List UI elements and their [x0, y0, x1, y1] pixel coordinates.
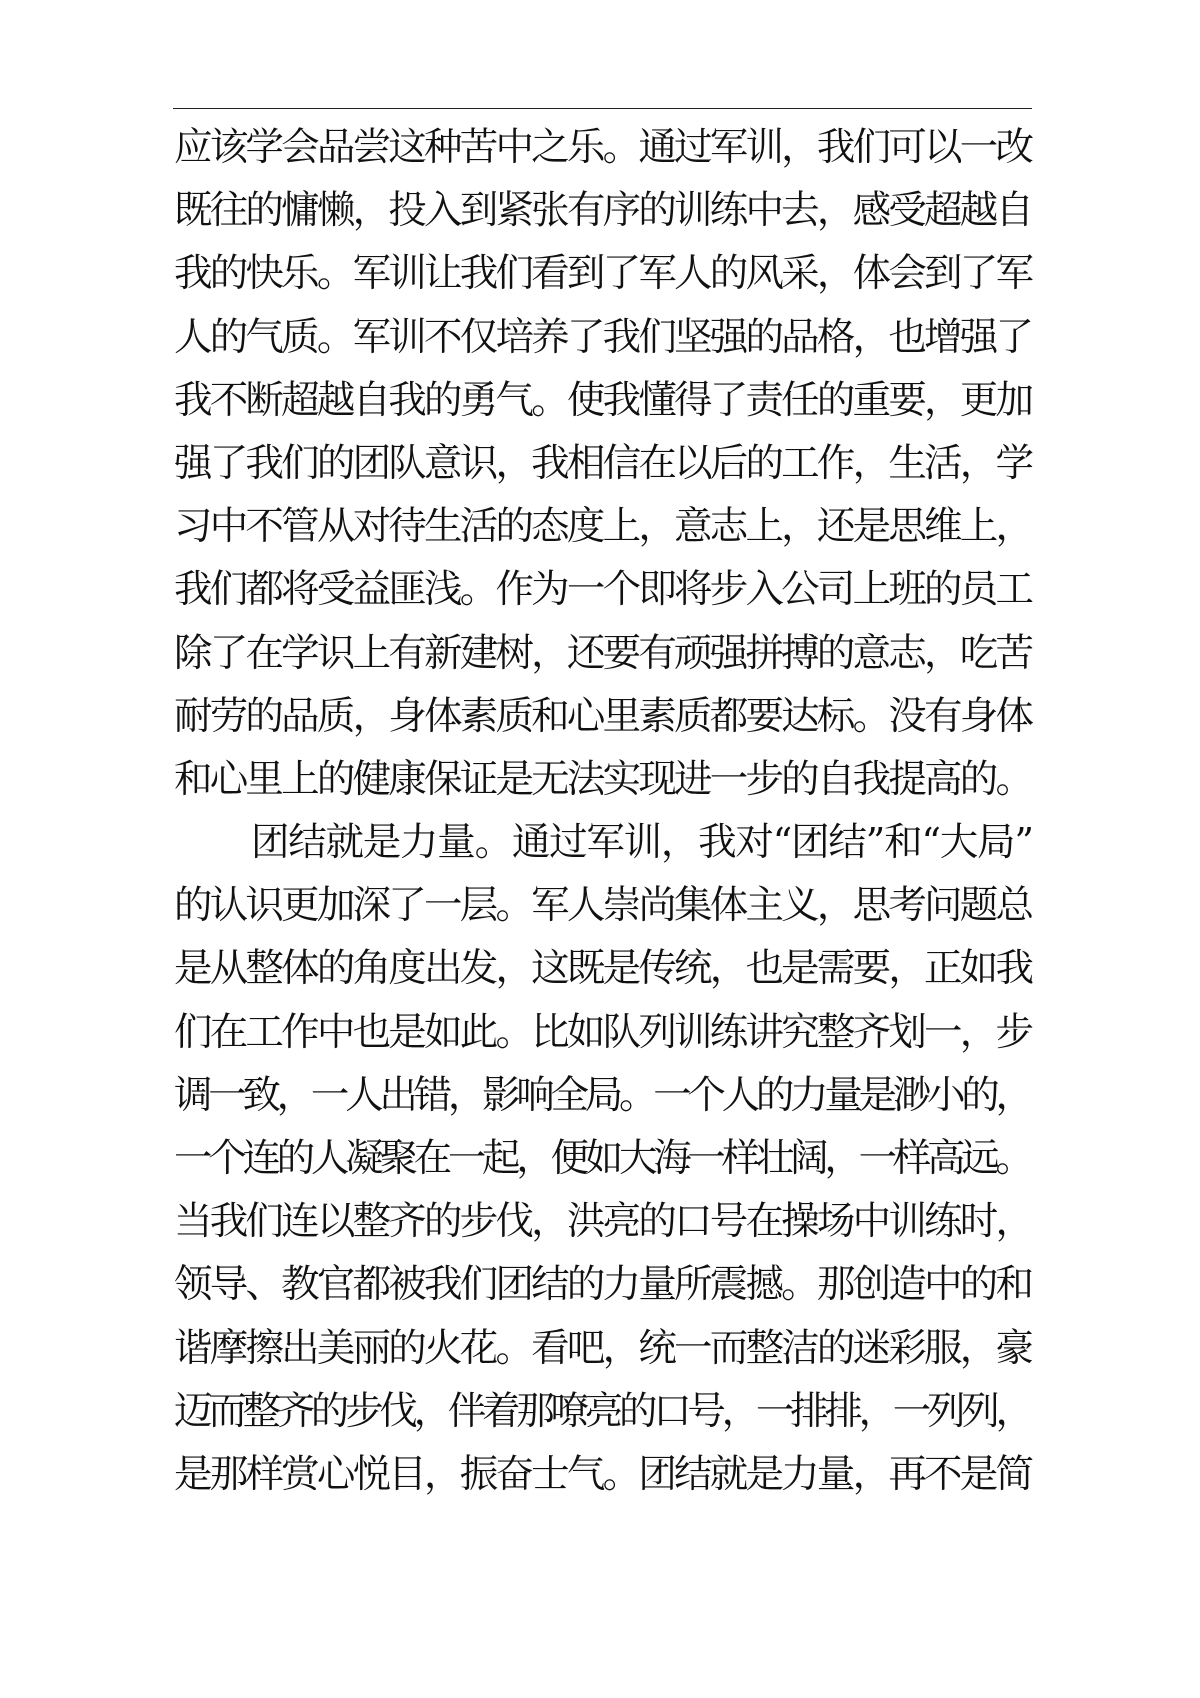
text-line: 当我们连以整齐的步伐，洪亮的口号在操场中训练时， — [174, 1199, 1032, 1245]
text-line: 是从整体的角度出发，这既是传统，也是需要，正如我 — [174, 946, 1032, 992]
text-line: 迈而整齐的步伐，伴着那嘹亮的口号，一排排，一列列， — [174, 1388, 1030, 1434]
text-line: 既往的慵懒，投入到紧张有序的训练中去，感受超越自 — [174, 188, 1032, 234]
paragraph-first-line: 团结就是力量。通过军训，我对“团结”和“大局” — [251, 820, 1033, 866]
text-line: 我不断超越自我的勇气。使我懂得了责任的重要，更加 — [174, 377, 1032, 423]
text-line: 我们都将受益匪浅。作为一个即将步入公司上班的员工 — [174, 567, 1032, 613]
text-line: 和心里上的健康保证是无法实现进一步的自我提高的。 — [174, 756, 1032, 802]
text-line: 应该学会品尝这种苦中之乐。通过军训，我们可以一改 — [174, 125, 1032, 170]
header-rule — [173, 108, 1032, 109]
text-line: 习中不管从对待生活的态度上，意志上，还是思维上， — [174, 504, 1032, 550]
text-line: 领导、教官都被我们团结的力量所震撼。那创造中的和 — [174, 1262, 1032, 1308]
text-line: 调一致，一人出错，影响全局。一个人的力量是渺小的， — [174, 1072, 1030, 1118]
text-line: 们在工作中也是如此。比如队列训练讲究整齐划一，步 — [174, 1009, 1032, 1055]
text-line: 谐摩擦出美丽的火花。看吧，统一而整洁的迷彩服，豪 — [174, 1325, 1032, 1371]
text-line: 的认识更加深了一层。军人崇尚集体主义，思考问题总 — [174, 883, 1032, 929]
text-line: 一个连的人凝聚在一起，便如大海一样壮阔，一样高远。 — [174, 1136, 1030, 1181]
text-line: 人的气质。军训不仅培养了我们坚强的品格，也增强了 — [174, 314, 1032, 360]
text-line: 除了在学识上有新建树，还要有顽强拼搏的意志，吃苦 — [174, 630, 1032, 676]
text-line: 我的快乐。军训让我们看到了军人的风采，体会到了军 — [174, 251, 1032, 297]
text-line: 耐劳的品质，身体素质和心里素质都要达标。没有身体 — [174, 693, 1032, 739]
text-line: 是那样赏心悦目，振奋士气。团结就是力量，再不是简 — [174, 1451, 1032, 1497]
body-text — [174, 116, 1034, 1506]
text-line: 强了我们的团队意识，我相信在以后的工作，生活，学 — [174, 440, 1032, 486]
